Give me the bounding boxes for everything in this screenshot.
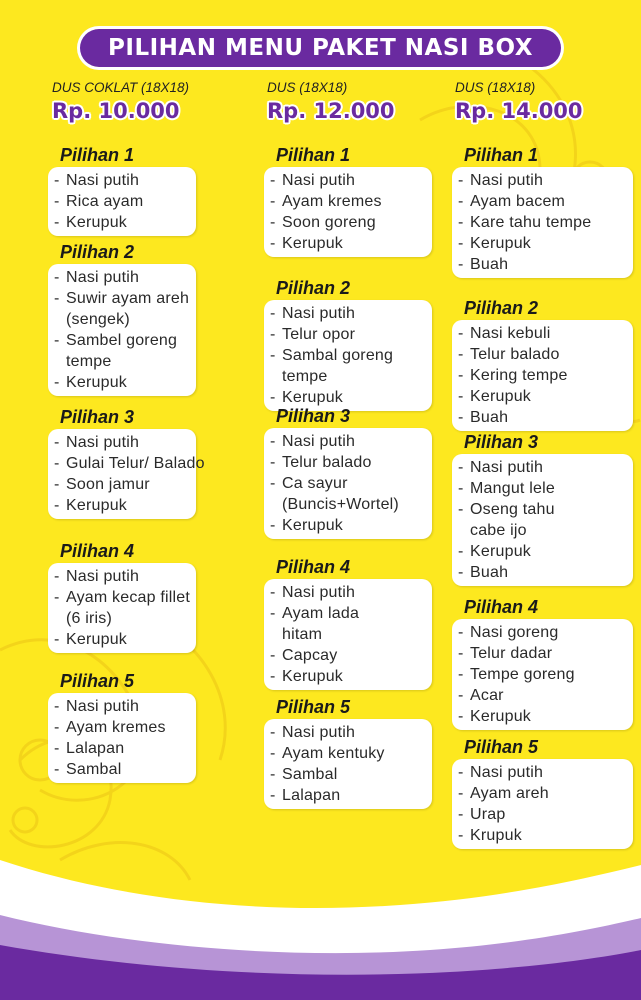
bullet-dash: - bbox=[270, 305, 276, 322]
bullet-dash: - bbox=[458, 666, 464, 683]
menu-item bbox=[458, 804, 623, 825]
menu-item bbox=[54, 372, 186, 393]
option-menu-box bbox=[48, 429, 205, 519]
bullet-dash: - bbox=[54, 434, 60, 451]
option-title: Pilihan 4 bbox=[276, 557, 351, 577]
option-title: Pilihan 1 bbox=[276, 145, 351, 165]
menu-item-text: Nasi putih bbox=[470, 764, 544, 781]
menu-item bbox=[54, 696, 186, 717]
menu-option bbox=[452, 737, 633, 849]
menu-item-text: Suwir ayam areh bbox=[66, 290, 190, 307]
bullet-dash: - bbox=[458, 409, 464, 426]
menu-item bbox=[270, 191, 422, 212]
package-label: DUS COKLAT (18X18) bbox=[52, 80, 190, 95]
menu-item-text: tempe bbox=[282, 368, 328, 385]
package-price: Rp. 14.000 bbox=[455, 99, 583, 123]
menu-item bbox=[458, 365, 623, 386]
menu-item-text: Kerupuk bbox=[66, 631, 127, 648]
menu-item bbox=[270, 303, 422, 324]
option-menu-box bbox=[452, 759, 633, 849]
menu-item-text: Kering tempe bbox=[470, 367, 568, 384]
option-menu-box bbox=[452, 619, 633, 730]
bullet-dash: - bbox=[54, 214, 60, 231]
menu-item bbox=[270, 582, 422, 603]
option-title: Pilihan 3 bbox=[464, 432, 539, 452]
menu-item-text: Soon jamur bbox=[66, 476, 150, 493]
menu-item-text: (sengek) bbox=[66, 311, 130, 328]
menu-item bbox=[458, 541, 623, 562]
menu-item bbox=[458, 706, 623, 727]
bullet-dash: - bbox=[458, 764, 464, 781]
menu-item bbox=[270, 603, 422, 624]
bullet-dash: - bbox=[54, 761, 60, 778]
option-title: Pilihan 2 bbox=[60, 242, 135, 262]
menu-item-continuation bbox=[270, 624, 422, 645]
option-menu-box bbox=[264, 579, 432, 690]
bullet-dash: - bbox=[270, 389, 276, 406]
menu-item-text: Kerupuk bbox=[470, 708, 531, 725]
menu-item bbox=[458, 685, 623, 706]
bullet-dash: - bbox=[270, 235, 276, 252]
option-menu-box bbox=[48, 167, 196, 236]
menu-item-text: Kerupuk bbox=[470, 388, 531, 405]
bullet-dash: - bbox=[458, 827, 464, 844]
menu-item-continuation bbox=[458, 520, 623, 541]
menu-item bbox=[270, 785, 422, 806]
menu-item bbox=[54, 495, 186, 516]
menu-item-continuation bbox=[54, 608, 186, 629]
menu-item-continuation bbox=[270, 494, 422, 515]
menu-item-text: cabe ijo bbox=[470, 522, 527, 539]
bullet-dash: - bbox=[270, 517, 276, 534]
menu-item bbox=[458, 622, 623, 643]
menu-item bbox=[270, 722, 422, 743]
menu-item bbox=[270, 645, 422, 666]
menu-item bbox=[270, 431, 422, 452]
bullet-dash: - bbox=[270, 214, 276, 231]
menu-item bbox=[458, 170, 623, 191]
option-title: Pilihan 5 bbox=[464, 737, 539, 757]
menu-item bbox=[54, 759, 186, 780]
menu-item-text: Ayam bacem bbox=[470, 193, 566, 210]
menu-item-text: Sambal bbox=[282, 766, 338, 783]
menu-item-text: Nasi putih bbox=[282, 584, 356, 601]
menu-item bbox=[54, 267, 186, 288]
bullet-dash: - bbox=[270, 724, 276, 741]
menu-item-text: Nasi putih bbox=[282, 305, 356, 322]
bullet-dash: - bbox=[270, 647, 276, 664]
menu-item-text: Oseng tahu bbox=[470, 501, 555, 518]
package-label: DUS (18X18) bbox=[455, 80, 536, 95]
bullet-dash: - bbox=[54, 589, 60, 606]
bullet-dash: - bbox=[458, 785, 464, 802]
bullet-dash: - bbox=[458, 687, 464, 704]
menu-item bbox=[458, 254, 623, 275]
bullet-dash: - bbox=[54, 332, 60, 349]
option-menu-box bbox=[452, 167, 633, 278]
menu-item-text: (6 iris) bbox=[66, 610, 113, 627]
menu-item-text: Krupuk bbox=[470, 827, 522, 844]
menu-item-text: hitam bbox=[282, 626, 323, 643]
menu-item-text: Sambel goreng bbox=[66, 332, 178, 349]
menu-item bbox=[54, 738, 186, 759]
menu-item-text: Nasi putih bbox=[66, 698, 140, 715]
bullet-dash: - bbox=[458, 806, 464, 823]
bullet-dash: - bbox=[458, 367, 464, 384]
menu-item bbox=[54, 566, 186, 587]
menu-item bbox=[54, 212, 186, 233]
bullet-dash: - bbox=[54, 740, 60, 757]
bullet-dash: - bbox=[54, 172, 60, 189]
bullet-dash: - bbox=[270, 326, 276, 343]
option-menu-box bbox=[264, 300, 432, 411]
menu-item-text: Lalapan bbox=[66, 740, 125, 757]
menu-item-text: Nasi goreng bbox=[470, 624, 559, 641]
bullet-dash: - bbox=[458, 624, 464, 641]
menu-item-text: Ayam lada bbox=[282, 605, 360, 622]
menu-item bbox=[54, 587, 191, 608]
bullet-dash: - bbox=[270, 766, 276, 783]
menu-item-text: Kerupuk bbox=[66, 497, 127, 514]
menu-item bbox=[270, 764, 422, 785]
menu-item-text: Gulai Telur/ Balado bbox=[66, 455, 205, 472]
menu-item bbox=[270, 345, 422, 366]
menu-item bbox=[270, 233, 422, 254]
option-title: Pilihan 5 bbox=[276, 697, 351, 717]
menu-option bbox=[264, 145, 432, 257]
menu-item-text: Kerupuk bbox=[470, 543, 531, 560]
bullet-dash: - bbox=[270, 193, 276, 210]
package-column-2 bbox=[267, 80, 395, 123]
bullet-dash: - bbox=[54, 719, 60, 736]
menu-item-text: Nasi kebuli bbox=[470, 325, 551, 342]
menu-option bbox=[264, 278, 432, 411]
option-title: Pilihan 2 bbox=[464, 298, 539, 318]
title-banner bbox=[80, 29, 561, 67]
menu-option bbox=[452, 597, 633, 730]
menu-item-text: Ayam kremes bbox=[66, 719, 166, 736]
menu-item bbox=[270, 387, 422, 408]
bullet-dash: - bbox=[458, 480, 464, 497]
menu-item-text: Urap bbox=[470, 806, 506, 823]
option-menu-box bbox=[264, 167, 432, 257]
option-title: Pilihan 4 bbox=[464, 597, 539, 617]
option-title: Pilihan 3 bbox=[276, 406, 351, 426]
menu-item bbox=[54, 453, 205, 474]
menu-item-text: Kerupuk bbox=[282, 517, 343, 534]
menu-item-text: (Buncis+Wortel) bbox=[282, 496, 399, 513]
menu-option bbox=[264, 557, 432, 690]
menu-item-text: tempe bbox=[66, 353, 112, 370]
bullet-dash: - bbox=[458, 645, 464, 662]
menu-option bbox=[264, 406, 432, 539]
menu-item-text: Telur balado bbox=[282, 454, 372, 471]
menu-option bbox=[452, 298, 633, 431]
menu-item-text: Mangut lele bbox=[470, 480, 555, 497]
menu-item-text: Tempe goreng bbox=[470, 666, 575, 683]
option-menu-box bbox=[48, 693, 196, 783]
bullet-dash: - bbox=[458, 708, 464, 725]
page-title: PILIHAN MENU PAKET NASI BOX bbox=[108, 35, 533, 61]
package-price: Rp. 12.000 bbox=[267, 99, 395, 123]
menu-item bbox=[458, 233, 623, 254]
bullet-dash: - bbox=[270, 745, 276, 762]
bullet-dash: - bbox=[54, 269, 60, 286]
menu-option bbox=[452, 145, 633, 278]
bullet-dash: - bbox=[54, 193, 60, 210]
bullet-dash: - bbox=[270, 605, 276, 622]
menu-item-text: Kerupuk bbox=[66, 214, 127, 231]
menu-item bbox=[270, 212, 422, 233]
menu-item-text: Ayam kremes bbox=[282, 193, 382, 210]
menu-option bbox=[48, 242, 196, 396]
menu-item bbox=[458, 664, 623, 685]
menu-item-text: Kerupuk bbox=[282, 668, 343, 685]
bullet-dash: - bbox=[270, 475, 276, 492]
bullet-dash: - bbox=[458, 543, 464, 560]
menu-option bbox=[452, 432, 633, 586]
bullet-dash: - bbox=[54, 374, 60, 391]
menu-item-text: Nasi putih bbox=[470, 459, 544, 476]
menu-item-text: Rica ayam bbox=[66, 193, 144, 210]
menu-item-continuation bbox=[54, 309, 186, 330]
menu-item-text: Buah bbox=[470, 256, 509, 273]
bullet-dash: - bbox=[458, 214, 464, 231]
menu-item-text: Ayam kentuky bbox=[282, 745, 385, 762]
menu-item bbox=[458, 386, 623, 407]
menu-item-text: Kerupuk bbox=[470, 235, 531, 252]
bullet-dash: - bbox=[54, 631, 60, 648]
option-title: Pilihan 5 bbox=[60, 671, 135, 691]
bullet-dash: - bbox=[458, 346, 464, 363]
option-title: Pilihan 2 bbox=[276, 278, 351, 298]
menu-item bbox=[270, 473, 422, 494]
bullet-dash: - bbox=[458, 235, 464, 252]
option-menu-box bbox=[264, 428, 432, 539]
menu-item bbox=[458, 457, 623, 478]
menu-item bbox=[458, 783, 623, 804]
bullet-dash: - bbox=[458, 564, 464, 581]
bullet-dash: - bbox=[270, 584, 276, 601]
option-menu-box bbox=[452, 454, 633, 586]
menu-item bbox=[270, 743, 422, 764]
menu-item-text: Telur dadar bbox=[470, 645, 553, 662]
menu-item-continuation bbox=[270, 366, 422, 387]
bullet-dash: - bbox=[54, 568, 60, 585]
bullet-dash: - bbox=[458, 388, 464, 405]
menu-item-text: Kerupuk bbox=[282, 235, 343, 252]
menu-item bbox=[54, 170, 186, 191]
menu-item bbox=[54, 717, 186, 738]
menu-item bbox=[270, 170, 422, 191]
menu-item bbox=[458, 344, 623, 365]
bullet-dash: - bbox=[270, 787, 276, 804]
menu-item-text: Soon goreng bbox=[282, 214, 376, 231]
bullet-dash: - bbox=[458, 172, 464, 189]
menu-item-text: Buah bbox=[470, 409, 509, 426]
bullet-dash: - bbox=[54, 698, 60, 715]
footer-wave bbox=[0, 840, 641, 1000]
menu-item-text: Acar bbox=[470, 687, 504, 704]
bullet-dash: - bbox=[270, 454, 276, 471]
menu-item bbox=[458, 762, 623, 783]
menu-item-text: Sambal goreng bbox=[282, 347, 394, 364]
menu-item-text: Nasi putih bbox=[66, 172, 140, 189]
menu-item bbox=[54, 474, 186, 495]
option-menu-box bbox=[48, 563, 196, 653]
menu-item-text: Nasi putih bbox=[66, 269, 140, 286]
menu-item-text: Telur opor bbox=[282, 326, 356, 343]
option-title: Pilihan 1 bbox=[464, 145, 539, 165]
menu-item bbox=[54, 288, 190, 309]
bullet-dash: - bbox=[54, 455, 60, 472]
menu-option bbox=[48, 671, 196, 783]
menu-item-text: Capcay bbox=[282, 647, 338, 664]
menu-item-text: Nasi putih bbox=[282, 433, 356, 450]
menu-item-text: Nasi putih bbox=[470, 172, 544, 189]
menu-item bbox=[458, 478, 623, 499]
package-label: DUS (18X18) bbox=[267, 80, 348, 95]
package-price: Rp. 10.000 bbox=[52, 99, 180, 123]
menu-item bbox=[270, 666, 422, 687]
menu-item-text: Nasi putih bbox=[282, 172, 356, 189]
menu-item bbox=[458, 499, 623, 520]
menu-item-text: Ca sayur bbox=[282, 475, 348, 492]
bullet-dash: - bbox=[270, 172, 276, 189]
bullet-dash: - bbox=[270, 433, 276, 450]
menu-item-text: Kare tahu tempe bbox=[470, 214, 592, 231]
option-menu-box bbox=[48, 264, 196, 396]
menu-item-text: Nasi putih bbox=[282, 724, 356, 741]
menu-item-text: Lalapan bbox=[282, 787, 341, 804]
menu-item bbox=[458, 212, 623, 233]
menu-item bbox=[270, 452, 422, 473]
bullet-dash: - bbox=[54, 290, 60, 307]
menu-item-text: Nasi putih bbox=[66, 568, 140, 585]
menu-item bbox=[54, 432, 186, 453]
menu-item-text: Ayam areh bbox=[470, 785, 549, 802]
menu-item bbox=[54, 629, 186, 650]
menu-item-text: Kerupuk bbox=[282, 389, 343, 406]
menu-item bbox=[458, 191, 623, 212]
bullet-dash: - bbox=[458, 501, 464, 518]
menu-item bbox=[458, 825, 623, 846]
bullet-dash: - bbox=[458, 256, 464, 273]
menu-item bbox=[270, 324, 422, 345]
menu-item bbox=[458, 323, 623, 344]
menu-option bbox=[48, 407, 205, 519]
menu-item-text: Nasi putih bbox=[66, 434, 140, 451]
package-column-3 bbox=[455, 80, 583, 123]
menu-item bbox=[54, 191, 186, 212]
menu-item bbox=[458, 407, 623, 428]
package-column-1 bbox=[52, 80, 189, 123]
menu-item-text: Sambal bbox=[66, 761, 122, 778]
menu-item-text: Buah bbox=[470, 564, 509, 581]
bullet-dash: - bbox=[270, 347, 276, 364]
option-menu-box bbox=[264, 719, 432, 809]
menu-item-text: Kerupuk bbox=[66, 374, 127, 391]
menu-item-text: Ayam kecap fillet bbox=[66, 589, 191, 606]
bullet-dash: - bbox=[458, 459, 464, 476]
bullet-dash: - bbox=[54, 476, 60, 493]
option-title: Pilihan 4 bbox=[60, 541, 135, 561]
bullet-dash: - bbox=[458, 325, 464, 342]
option-title: Pilihan 3 bbox=[60, 407, 135, 427]
menu-option bbox=[48, 541, 196, 653]
menu-item-continuation bbox=[54, 351, 186, 372]
menu-item bbox=[458, 562, 623, 583]
menu-option bbox=[264, 697, 432, 809]
menu-item-text: Telur balado bbox=[470, 346, 560, 363]
bullet-dash: - bbox=[54, 497, 60, 514]
menu-item bbox=[54, 330, 186, 351]
menu-option bbox=[48, 145, 196, 236]
menu-item bbox=[458, 643, 623, 664]
option-menu-box bbox=[452, 320, 633, 431]
bullet-dash: - bbox=[270, 668, 276, 685]
option-title: Pilihan 1 bbox=[60, 145, 135, 165]
menu-item bbox=[270, 515, 422, 536]
bullet-dash: - bbox=[458, 193, 464, 210]
